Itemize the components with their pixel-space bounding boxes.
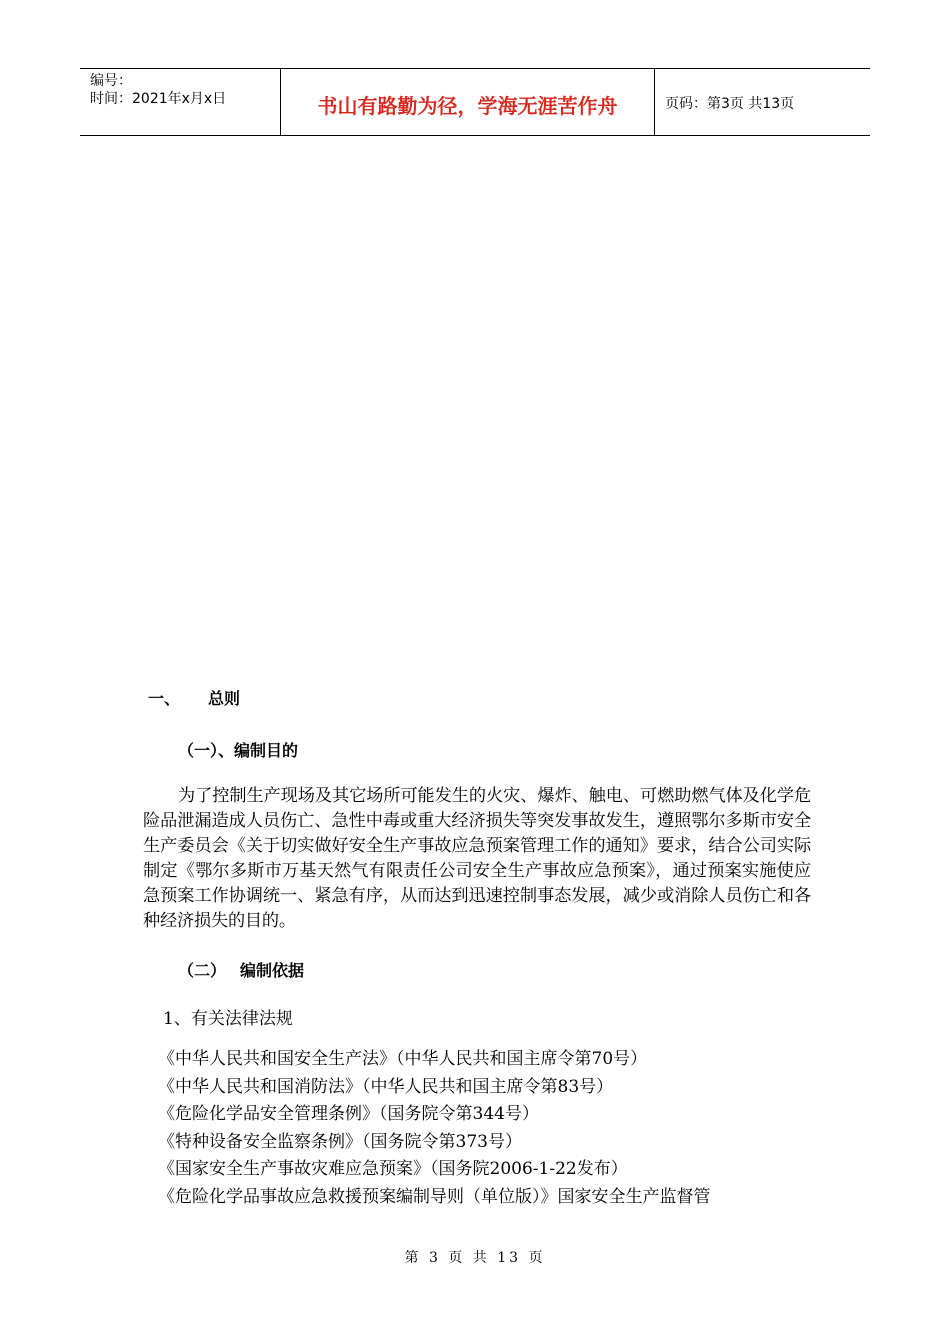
list-item: 《国家安全生产事故灾难应急预案》（国务院2006-1-22发布） xyxy=(158,1159,628,1179)
page-header xyxy=(80,68,870,136)
header-meta xyxy=(80,69,281,135)
list-item: 《危险化学品事故应急救援预案编制导则（单位版）》国家安全生产监督管 xyxy=(158,1186,711,1207)
subsection-number: （二） xyxy=(178,961,227,980)
law-list xyxy=(158,1046,838,1211)
header-number-label: 编号： xyxy=(90,73,132,89)
list-item: 《危险化学品安全管理条例》（国务院令第344号） xyxy=(158,1104,539,1124)
section-heading xyxy=(148,686,240,709)
page-footer: 第 3 页 共 13 页 xyxy=(404,1250,546,1266)
purpose-paragraph: 为了控制生产现场及其它场所可能发生的火灾、爆炸、触电、可燃助燃气体及化学危险品泄漏造成人员伤亡、急性中毒或重大经济损失等突发事故发生，遵照鄂尔多斯市安全生产委员会《关于切实做好安全生产事故应急预案管理工作的通知》要求，结合公司实际制定《鄂尔多斯市万基天然气有限责任公司安全生产事故应急预案》，通过预案实施使应急预案工作协调统一、紧急有序，从而达到迅速控制事态发展，减少或消除人员伤亡和各种经济损失的目的。 xyxy=(143,786,811,931)
header-motto: 书山有路勤为径，学海无涯苦作舟 xyxy=(281,69,655,135)
subsection-title: 编制依据 xyxy=(240,961,305,980)
list-item: 《中华人民共和国消防法》（中华人民共和国主席令第83号） xyxy=(158,1076,614,1097)
section-number: 一、 xyxy=(148,689,181,708)
header-time-label: 时间：2021年x月x日 xyxy=(90,91,227,107)
laws-heading: 1、有关法律法规 xyxy=(163,1009,293,1029)
list-item: 《特种设备安全监察条例》（国务院令第373号） xyxy=(158,1131,522,1152)
section-title: 总则 xyxy=(208,689,241,708)
list-item: 《中华人民共和国安全生产法》（中华人民共和国主席令第70号） xyxy=(158,1049,648,1069)
subsection-heading-basis xyxy=(178,958,304,981)
header-page-info: 页码：第3页 共13页 xyxy=(665,96,795,112)
subsection-heading-purpose: （一）、编制目的 xyxy=(178,741,299,760)
